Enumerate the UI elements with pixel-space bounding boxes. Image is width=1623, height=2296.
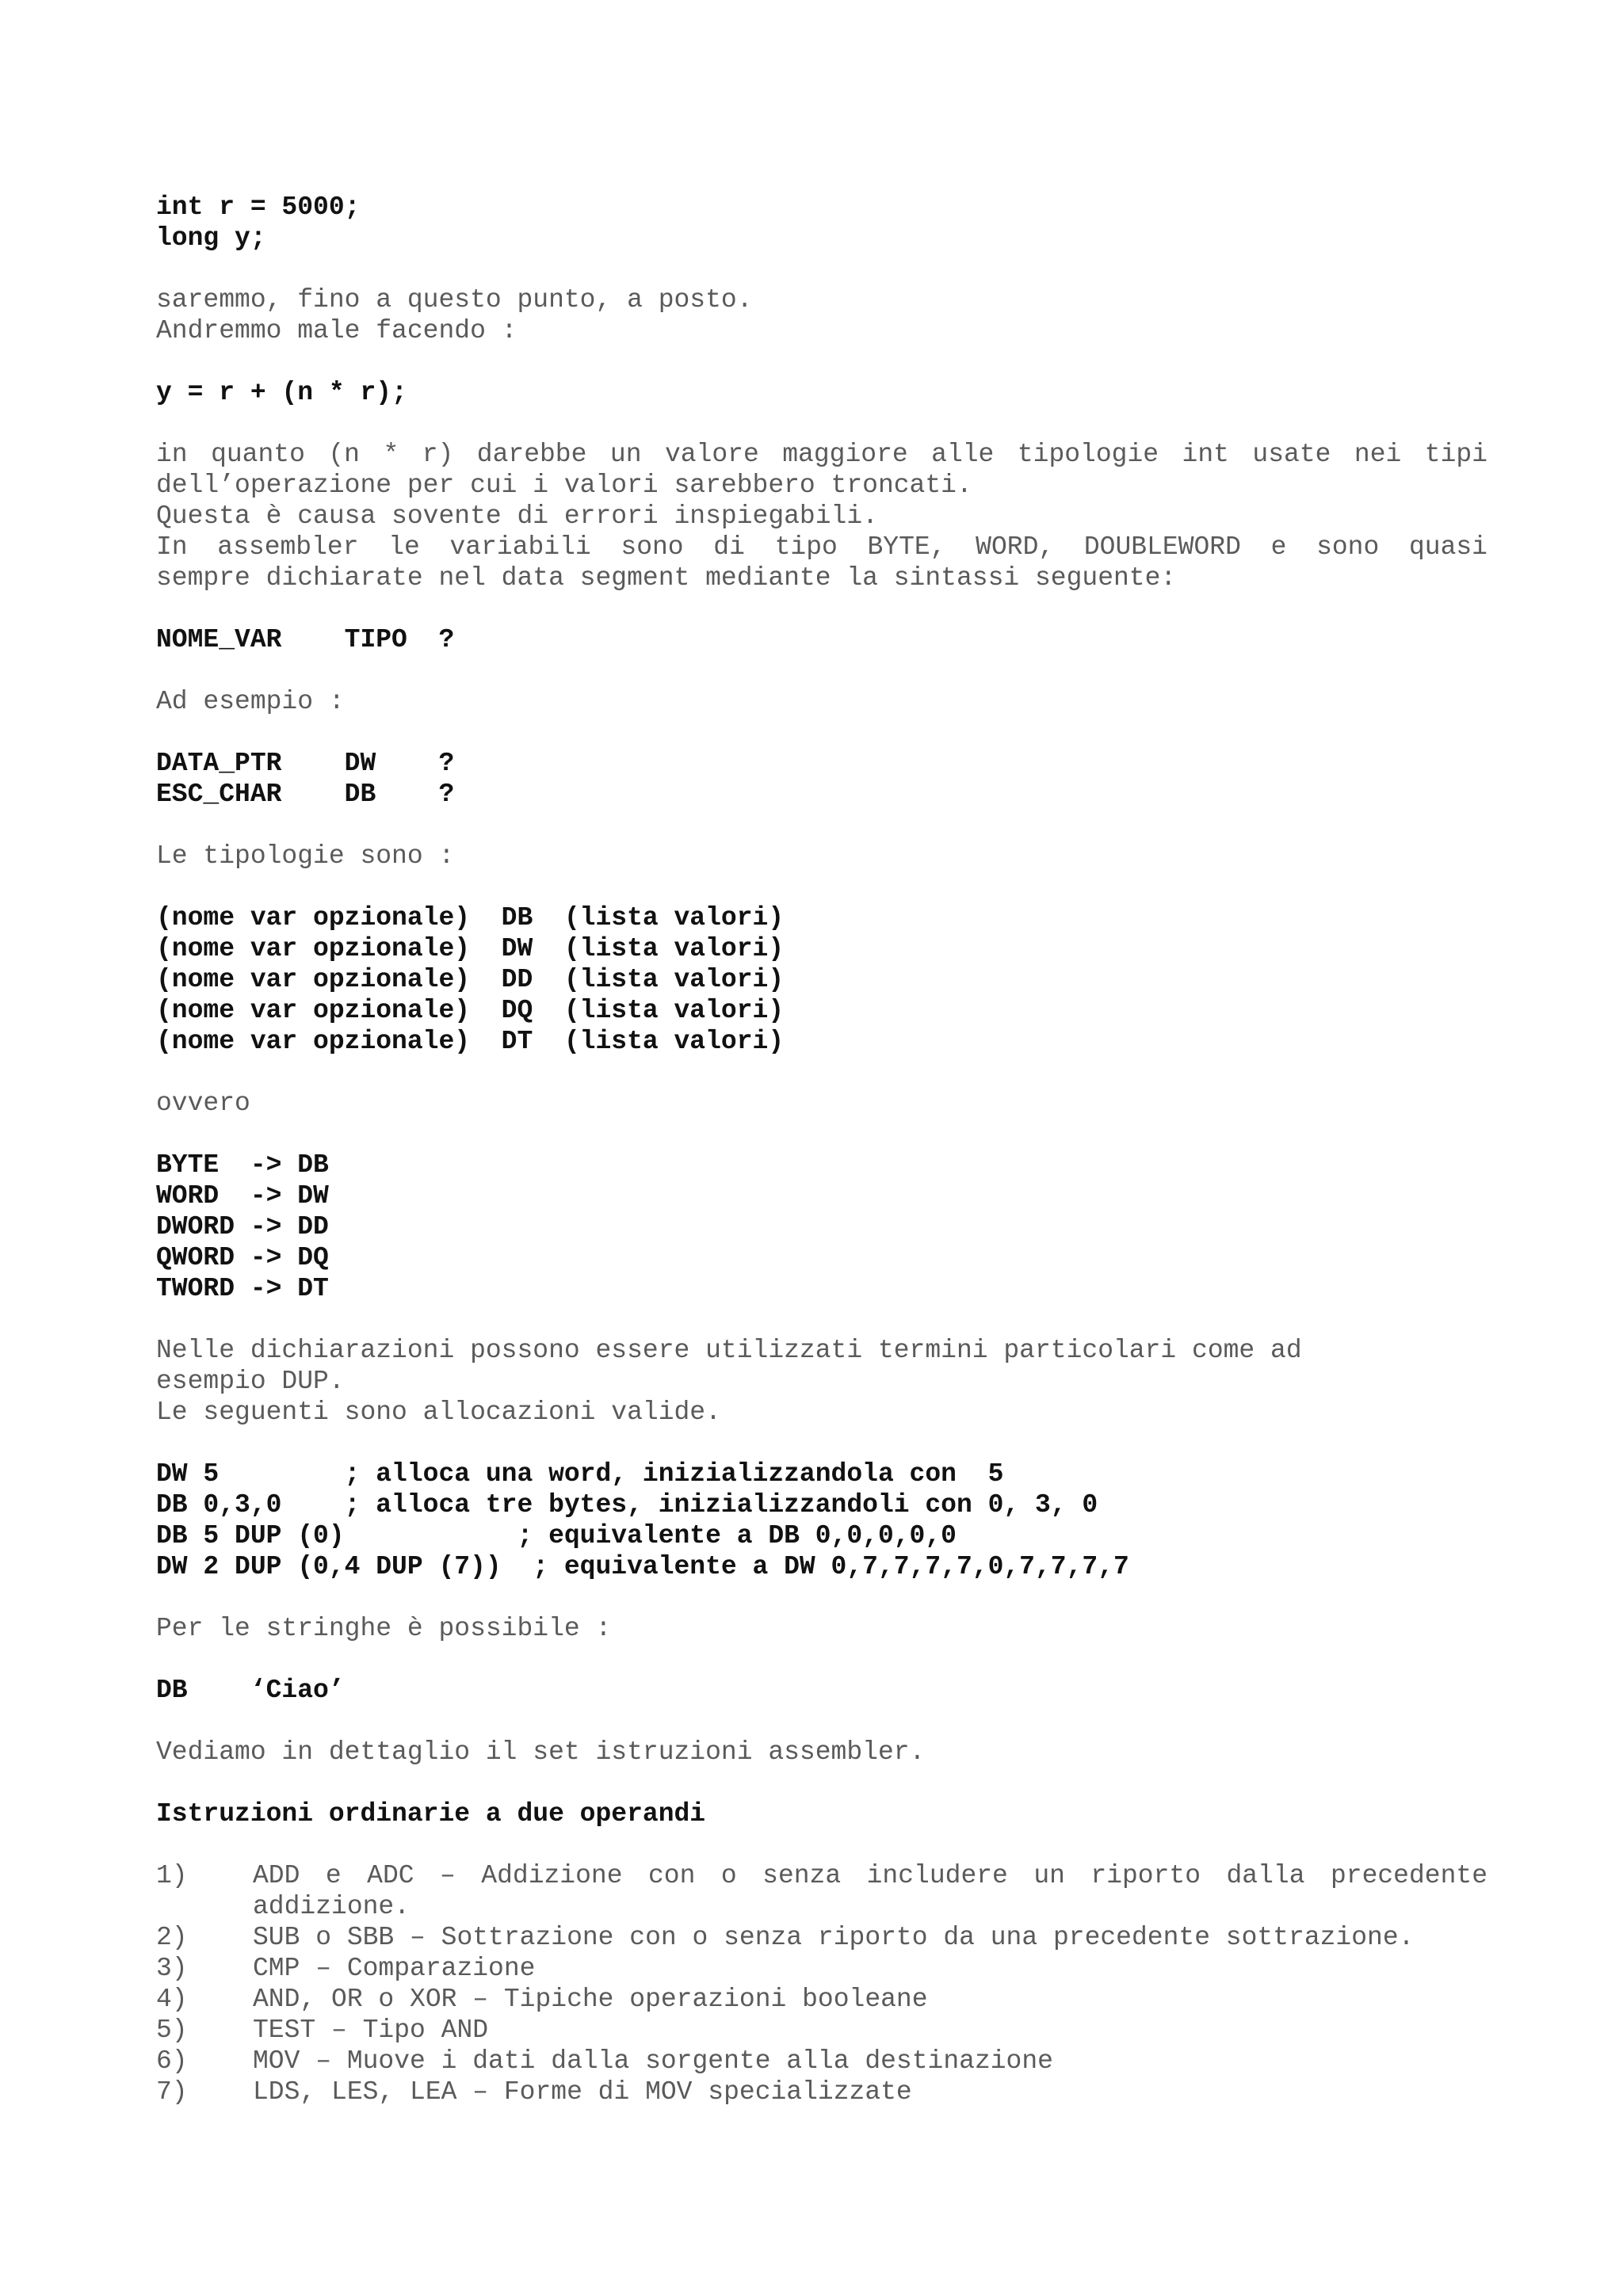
code-line: long y; [156,223,266,253]
paragraph-line: Vediamo in dettaglio il set istruzioni assembler. [156,1737,926,1767]
paragraph-line: Andremmo male facendo : [156,316,517,345]
code-line: TWORD -> DT [156,1274,329,1303]
code-line: (nome var opzionale) DW (lista valori) [156,934,785,963]
code-line: ESC_CHAR DB ? [156,780,455,809]
section-title: Istruzioni ordinarie a due operandi [156,1799,706,1829]
list-text: LDS, LES, LEA – Forme di MOV specializzate [253,2077,912,2107]
code-line: (nome var opzionale) DB (lista valori) [156,903,785,933]
document-page [156,192,1487,2107]
list-number: 4) [156,1985,188,2014]
list-item [156,1922,1487,1953]
code-line: WORD -> DW [156,1181,329,1211]
paragraph-line: dell’operazione per cui i valori sarebbero troncati. [156,471,972,500]
paragraph-line: In assembler le variabili sono di tipo BYTE, WORD, DOUBLEWORD e sono quasi [156,532,1487,562]
list-text: AND, OR o XOR – Tipiche operazioni booleane [253,1985,928,2014]
paragraph-line: sempre dichiarate nel data segment mediante la sintassi seguente: [156,563,1177,593]
paragraph-line: Questa è causa sovente di errori inspiegabili. [156,502,878,531]
code-line: DW 2 DUP (0,4 DUP (7)) ; equivalente a DW 0,7,7,7,7,0,7,7,7,7 [156,1552,1129,1581]
code-line: (nome var opzionale) DD (lista valori) [156,965,785,994]
list-text: SUB o SBB – Sottrazione con o senza riporto da una precedente sottrazione. [253,1923,1415,1952]
paragraph-line: esempio DUP. [156,1367,345,1396]
list-number: 1) [156,1861,188,1890]
list-item [156,1953,1487,1984]
list-item [156,2015,1487,2046]
list-number: 7) [156,2077,188,2107]
code-line: QWORD -> DQ [156,1243,329,1272]
code-line: DB ‘Ciao’ [156,1676,345,1705]
paragraph-line: Le seguenti sono allocazioni valide. [156,1398,721,1427]
code-line: DATA_PTR DW ? [156,749,455,778]
code-line: BYTE -> DB [156,1150,329,1180]
code-line: (nome var opzionale) DT (lista valori) [156,1027,785,1056]
paragraph-line: ovvero [156,1089,250,1118]
list-item [156,1984,1487,2015]
instruction-list [156,1860,1487,2107]
list-text: MOV – Muove i dati dalla sorgente alla destinazione [253,2046,1053,2076]
list-number: 6) [156,2046,188,2076]
paragraph-line: Ad esempio : [156,687,345,716]
paragraph-line: Per le stringhe è possibile : [156,1614,612,1643]
paragraph-line: Le tipologie sono : [156,841,455,871]
code-line: DB 5 DUP (0) ; equivalente a DB 0,0,0,0,0 [156,1521,957,1550]
code-line: int r = 5000; [156,193,361,222]
list-number: 5) [156,2016,188,2045]
list-text: TEST – Tipo AND [253,2016,489,2045]
code-line: (nome var opzionale) DQ (lista valori) [156,996,785,1025]
syntax-line: NOME_VAR TIPO ? [156,625,455,654]
paragraph-line: saremmo, fino a questo punto, a posto. [156,285,753,315]
list-text: ADD e ADC – Addizione con o senza includere un riporto dalla precedente [253,1861,1487,1890]
code-line: DB 0,3,0 ; alloca tre bytes, inizializzandoli con 0, 3, 0 [156,1490,1098,1520]
list-number: 3) [156,1954,188,1983]
code-line: DW 5 ; alloca una word, inizializzandola con 5 [156,1459,1004,1489]
list-item [156,2046,1487,2077]
list-number: 2) [156,1923,188,1952]
paragraph-line: in quanto (n * r) darebbe un valore maggiore alle tipologie int usate nei tipi [156,440,1487,469]
code-line: y = r + (n * r); [156,378,407,407]
code-line: DWORD -> DD [156,1212,329,1241]
list-item [156,1860,1487,1922]
list-text-continuation: addizione. [253,1892,411,1921]
list-item [156,2077,1487,2107]
paragraph-line: Nelle dichiarazioni possono essere utilizzati termini particolari come ad [156,1336,1302,1365]
list-text: CMP – Comparazione [253,1954,536,1983]
